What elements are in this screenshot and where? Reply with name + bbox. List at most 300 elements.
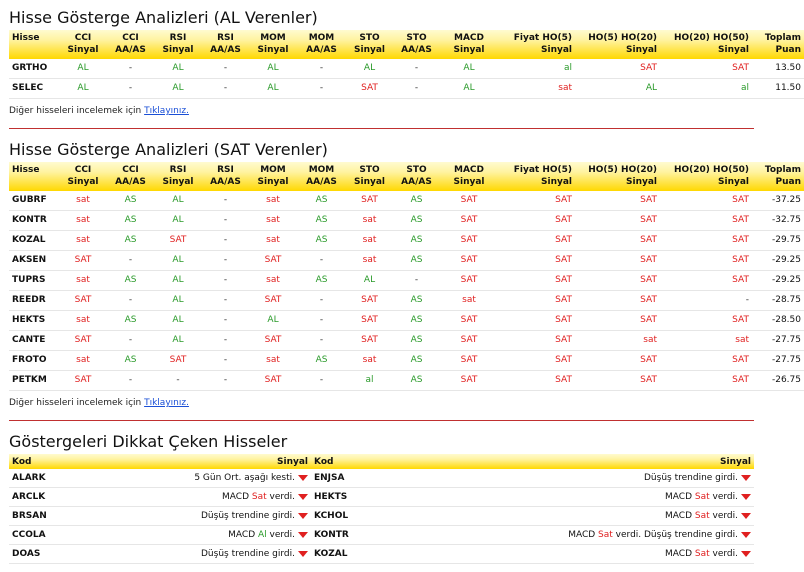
column-header-line1: Toplam	[764, 33, 801, 43]
signal-cell: SAT	[660, 211, 752, 231]
signal-cell: AS	[107, 211, 154, 231]
column-header	[202, 30, 249, 59]
dikkat-table	[9, 454, 754, 564]
table-row[interactable]	[9, 211, 804, 231]
column-header	[575, 30, 660, 59]
table-row[interactable]	[9, 251, 804, 271]
signal-cell: AS	[297, 351, 346, 371]
signal-cell: SAT	[660, 251, 752, 271]
signal-cell: SAT	[249, 251, 297, 271]
signal-cell: -	[154, 371, 202, 391]
signal-cell: -	[202, 331, 249, 351]
down-arrow-icon	[298, 494, 308, 500]
column-header	[498, 30, 575, 59]
signal-cell: SAT	[660, 371, 752, 391]
table-row[interactable]	[9, 191, 804, 211]
signal-cell: AS	[393, 311, 440, 331]
column-header	[752, 162, 804, 191]
table-row[interactable]	[9, 59, 804, 79]
signal-cell: -	[107, 291, 154, 311]
column-header-line1: RSI	[169, 165, 187, 175]
signal-text: Sat	[694, 511, 710, 521]
signal-cell: sat	[249, 191, 297, 211]
stock-code[interactable]: FROTO	[9, 351, 59, 371]
signal-cell: -	[107, 251, 154, 271]
stock-code[interactable]: GRTHO	[9, 59, 59, 79]
signal-cell: SAT	[498, 351, 575, 371]
signal-cell: AS	[393, 191, 440, 211]
signal-cell: AS	[107, 191, 154, 211]
signal-cell: SAT	[346, 191, 393, 211]
column-header	[202, 162, 249, 191]
signal-cell: AL	[154, 271, 202, 291]
table-row[interactable]	[9, 311, 804, 331]
signal-text: verdi.	[709, 549, 738, 559]
signal-text: Düşüş trendine girdi.	[644, 473, 738, 483]
column-header-line2: Sinyal	[162, 45, 194, 55]
signal-text: MACD	[665, 549, 695, 559]
column-header-line2: Puan	[775, 177, 801, 187]
column-header-line1: RSI	[169, 33, 187, 43]
sat-note-text: Diğer hisseleri incelemek için	[9, 398, 145, 408]
column-header-line1: STO	[406, 165, 427, 175]
column-header-line1: Hisse	[12, 33, 40, 43]
signal-cell: SAT	[154, 351, 202, 371]
signal-cell: -	[107, 59, 154, 79]
signal-cell: AS	[393, 251, 440, 271]
stock-code[interactable]: KONTR	[311, 526, 371, 545]
stock-code[interactable]: TUPRS	[9, 271, 59, 291]
table-row[interactable]	[9, 371, 804, 391]
signal-cell: SAT	[498, 271, 575, 291]
column-header-line1: CCI	[74, 33, 92, 43]
signal-cell: SAT	[154, 231, 202, 251]
signal-cell: AL	[154, 59, 202, 79]
total-score: -28.75	[752, 291, 804, 311]
signal-cell: sat	[249, 271, 297, 291]
stock-code[interactable]: BRSAN	[9, 507, 69, 526]
signal-cell: AS	[107, 311, 154, 331]
signal-cell: AS	[297, 211, 346, 231]
stock-code[interactable]: ARCLK	[9, 488, 69, 507]
table-row[interactable]	[9, 271, 804, 291]
signal-cell: AS	[107, 271, 154, 291]
signal-cell: SAT	[575, 371, 660, 391]
table-row[interactable]	[9, 469, 754, 488]
stock-code[interactable]: KOZAL	[311, 545, 371, 564]
signal-cell: SAT	[498, 331, 575, 351]
signal-cell: al	[498, 59, 575, 79]
signal-cell: SAT	[440, 191, 498, 211]
signal-cell: -	[107, 331, 154, 351]
total-score: -29.75	[752, 231, 804, 251]
signal-cell: -	[297, 251, 346, 271]
stock-code[interactable]: KCHOL	[311, 507, 371, 526]
signal-cell: SAT	[59, 251, 107, 271]
table-row[interactable]	[9, 331, 804, 351]
column-header	[498, 162, 575, 191]
signal-cell: -	[202, 371, 249, 391]
signal-cell: AS	[393, 211, 440, 231]
column-header-line1: Hisse	[12, 165, 40, 175]
column-header-line2: Sinyal	[354, 45, 385, 55]
signal-cell: -	[297, 331, 346, 351]
header-kod: Kod	[311, 454, 371, 469]
signal-description	[371, 545, 754, 564]
signal-cell: SAT	[440, 311, 498, 331]
signal-cell: SAT	[660, 351, 752, 371]
signal-description	[371, 507, 754, 526]
table-row[interactable]	[9, 507, 754, 526]
signal-description	[69, 545, 311, 564]
column-header-line2: Sinyal	[257, 177, 289, 187]
signal-cell: sat	[59, 271, 107, 291]
signal-description	[69, 488, 311, 507]
total-score: -27.75	[752, 331, 804, 351]
down-arrow-icon	[298, 475, 308, 481]
column-header	[9, 30, 59, 59]
column-header-line1: HO(20) HO(50)	[673, 33, 749, 43]
signal-cell: AL	[346, 59, 393, 79]
signal-cell: sat	[59, 351, 107, 371]
signal-cell: SAT	[498, 251, 575, 271]
column-header-line2: Sinyal	[453, 45, 485, 55]
column-header	[107, 30, 154, 59]
column-header	[575, 162, 660, 191]
signal-cell: sat	[498, 79, 575, 99]
signal-cell: -	[297, 291, 346, 311]
signal-cell: AL	[154, 311, 202, 331]
signal-cell: SAT	[575, 271, 660, 291]
al-table	[9, 30, 804, 99]
signal-text: verdi.	[709, 511, 738, 521]
signal-cell: AS	[107, 231, 154, 251]
signal-cell: SAT	[660, 271, 752, 291]
column-header-line2: Sinyal	[718, 45, 749, 55]
down-arrow-icon	[741, 532, 751, 538]
divider	[9, 420, 754, 421]
signal-cell: AL	[154, 251, 202, 271]
column-header	[249, 162, 297, 191]
signal-cell: SAT	[575, 351, 660, 371]
dikkat-table-header	[9, 454, 754, 469]
signal-text: MACD	[568, 530, 599, 540]
sat-table-header	[9, 162, 804, 191]
al-section-title: Hisse Gösterge Analizleri (AL Verenler)	[9, 8, 318, 27]
signal-cell: SAT	[498, 191, 575, 211]
signal-cell: SAT	[440, 231, 498, 251]
column-header-line1: CCI	[122, 33, 139, 43]
signal-cell: -	[297, 79, 346, 99]
al-more-link[interactable]: Tıklayınız.	[144, 106, 189, 116]
signal-cell: SAT	[249, 371, 297, 391]
signal-cell: sat	[346, 351, 393, 371]
table-row[interactable]	[9, 488, 754, 507]
column-header	[9, 162, 59, 191]
signal-cell: SAT	[249, 291, 297, 311]
signal-text: Sat	[694, 492, 710, 502]
signal-cell: -	[297, 311, 346, 331]
signal-cell: sat	[660, 331, 752, 351]
column-header-line2: Sinyal	[718, 177, 749, 187]
column-header	[107, 162, 154, 191]
signal-cell: AL	[249, 311, 297, 331]
signal-cell: sat	[575, 331, 660, 351]
signal-cell: sat	[59, 311, 107, 331]
signal-cell: AL	[59, 59, 107, 79]
signal-cell: AL	[154, 211, 202, 231]
column-header-line1: CCI	[122, 165, 139, 175]
signal-cell: -	[202, 59, 249, 79]
table-row[interactable]	[9, 291, 804, 311]
total-score: -29.25	[752, 251, 804, 271]
signal-description	[69, 526, 311, 545]
signal-cell: SAT	[575, 291, 660, 311]
down-arrow-icon	[741, 513, 751, 519]
column-header	[346, 162, 393, 191]
al-table-header	[9, 30, 804, 59]
column-header-line1: MOM	[308, 165, 335, 175]
signal-cell: -	[202, 231, 249, 251]
column-header	[440, 30, 498, 59]
table-row[interactable]	[9, 526, 754, 545]
signal-cell: SAT	[440, 371, 498, 391]
signal-cell: -	[107, 371, 154, 391]
sat-section-title: Hisse Gösterge Analizleri (SAT Verenler)	[9, 140, 328, 159]
signal-cell: AL	[154, 79, 202, 99]
signal-text: MACD	[665, 492, 695, 502]
sat-more-link[interactable]: Tıklayınız.	[144, 398, 189, 408]
column-header-line2: Sinyal	[541, 177, 572, 187]
signal-description	[371, 488, 754, 507]
signal-cell: SAT	[249, 331, 297, 351]
signal-text: MACD	[665, 511, 695, 521]
stock-code[interactable]: ALARK	[9, 469, 69, 488]
signal-cell: AL	[59, 79, 107, 99]
column-header-line1: CCI	[74, 165, 92, 175]
column-header	[660, 162, 752, 191]
stock-code[interactable]: HEKTS	[311, 488, 371, 507]
column-header	[440, 162, 498, 191]
signal-cell: -	[660, 291, 752, 311]
signal-cell: SAT	[346, 311, 393, 331]
signal-text: verdi. Düşüş trendine girdi.	[612, 530, 738, 540]
column-header-line2: Sinyal	[257, 45, 289, 55]
signal-cell: sat	[249, 351, 297, 371]
signal-cell: SAT	[660, 191, 752, 211]
signal-description	[69, 507, 311, 526]
signal-text: Sat	[598, 530, 613, 540]
column-header	[752, 30, 804, 59]
signal-text: Sat	[251, 492, 267, 502]
down-arrow-icon	[741, 475, 751, 481]
column-header-line2: Sinyal	[541, 45, 572, 55]
column-header-line2: AA/AS	[210, 45, 241, 55]
signal-cell: sat	[59, 231, 107, 251]
signal-cell: SAT	[575, 231, 660, 251]
signal-cell: AS	[393, 231, 440, 251]
down-arrow-icon	[298, 513, 308, 519]
signal-cell: -	[393, 271, 440, 291]
signal-text: MACD	[222, 492, 252, 502]
signal-cell: AS	[393, 371, 440, 391]
signal-cell: AL	[154, 191, 202, 211]
total-score: -37.25	[752, 191, 804, 211]
table-row[interactable]	[9, 79, 804, 99]
total-score: -28.50	[752, 311, 804, 331]
stock-code[interactable]: CANTE	[9, 331, 59, 351]
signal-cell: sat	[440, 291, 498, 311]
column-header-line1: HO(20) HO(50)	[673, 165, 749, 175]
column-header-line1: HO(5) HO(20)	[588, 165, 657, 175]
al-note-text: Diğer hisseleri incelemek için	[9, 106, 145, 116]
signal-cell: al	[346, 371, 393, 391]
column-header-line1: Fiyat HO(5)	[513, 165, 572, 175]
table-row[interactable]	[9, 545, 754, 564]
stock-code[interactable]: ENJSA	[311, 469, 371, 488]
stock-code[interactable]: HEKTS	[9, 311, 59, 331]
signal-cell: SAT	[575, 251, 660, 271]
column-header-line2: AA/AS	[306, 45, 337, 55]
signal-text: verdi.	[709, 492, 738, 502]
signal-cell: SAT	[575, 59, 660, 79]
signal-cell: SAT	[346, 79, 393, 99]
stock-code[interactable]: KONTR	[9, 211, 59, 231]
signal-cell: SAT	[346, 331, 393, 351]
column-header-line2: Sinyal	[626, 45, 657, 55]
signal-cell: AS	[393, 331, 440, 351]
signal-cell: SAT	[498, 231, 575, 251]
signal-cell: -	[202, 271, 249, 291]
signal-text: Düşüş trendine girdi.	[201, 549, 295, 559]
signal-cell: SAT	[346, 291, 393, 311]
column-header	[59, 162, 107, 191]
signal-cell: SAT	[59, 331, 107, 351]
stock-code[interactable]: CCOLA	[9, 526, 69, 545]
signal-cell: AS	[393, 291, 440, 311]
signal-cell: AL	[440, 79, 498, 99]
column-header	[393, 30, 440, 59]
signal-cell: -	[202, 311, 249, 331]
signal-cell: SAT	[575, 191, 660, 211]
column-header-line2: Sinyal	[67, 45, 99, 55]
signal-cell: AL	[575, 79, 660, 99]
signal-cell: -	[393, 59, 440, 79]
signal-cell: -	[107, 79, 154, 99]
column-header-line2: Puan	[775, 45, 801, 55]
signal-text: MACD	[228, 530, 258, 540]
signal-cell: -	[393, 79, 440, 99]
signal-cell: -	[297, 371, 346, 391]
signal-cell: SAT	[575, 311, 660, 331]
signal-cell: AS	[297, 191, 346, 211]
column-header-line1: RSI	[217, 165, 234, 175]
signal-cell: -	[202, 191, 249, 211]
column-header-line1: MOM	[308, 33, 335, 43]
stock-code[interactable]: REEDR	[9, 291, 59, 311]
column-header-line2: AA/AS	[306, 177, 337, 187]
column-header-line1: Fiyat HO(5)	[513, 33, 572, 43]
signal-description	[69, 469, 311, 488]
signal-cell: SAT	[59, 291, 107, 311]
sat-note	[9, 398, 755, 412]
signal-cell: AS	[297, 231, 346, 251]
table-row[interactable]	[9, 231, 804, 251]
signal-cell: sat	[346, 231, 393, 251]
signal-cell: AL	[440, 59, 498, 79]
column-header-line2: AA/AS	[210, 177, 241, 187]
column-header-line2: Sinyal	[162, 177, 194, 187]
column-header-line1: MACD	[454, 33, 484, 43]
total-score: -26.75	[752, 371, 804, 391]
column-header	[393, 162, 440, 191]
signal-cell: SAT	[498, 311, 575, 331]
column-header-line1: STO	[406, 33, 427, 43]
signal-cell: sat	[346, 251, 393, 271]
signal-cell: -	[297, 59, 346, 79]
stock-code[interactable]: GUBRF	[9, 191, 59, 211]
table-row[interactable]	[9, 351, 804, 371]
signal-cell: al	[660, 79, 752, 99]
signal-cell: sat	[59, 191, 107, 211]
signal-cell: AL	[249, 79, 297, 99]
column-header	[297, 30, 346, 59]
signal-cell: SAT	[660, 59, 752, 79]
signal-cell: SAT	[440, 351, 498, 371]
column-header	[346, 30, 393, 59]
signal-description	[371, 469, 754, 488]
signal-cell: -	[202, 351, 249, 371]
column-header-line1: MOM	[260, 33, 286, 43]
signal-cell: SAT	[498, 371, 575, 391]
down-arrow-icon	[741, 551, 751, 557]
column-header-line2: AA/AS	[401, 177, 432, 187]
total-score: 13.50	[752, 59, 804, 79]
total-score: 11.50	[752, 79, 804, 99]
signal-description	[371, 526, 754, 545]
column-header	[297, 162, 346, 191]
total-score: -29.25	[752, 271, 804, 291]
signal-cell: sat	[249, 211, 297, 231]
column-header-line1: STO	[359, 33, 380, 43]
signal-cell: sat	[346, 211, 393, 231]
signal-cell: AL	[154, 291, 202, 311]
signal-cell: SAT	[440, 211, 498, 231]
signal-cell: -	[202, 251, 249, 271]
signal-text: Al	[257, 530, 267, 540]
signal-cell: -	[202, 79, 249, 99]
signal-cell: SAT	[440, 331, 498, 351]
signal-cell: SAT	[59, 371, 107, 391]
column-header-line2: AA/AS	[115, 45, 146, 55]
total-score: -32.75	[752, 211, 804, 231]
down-arrow-icon	[298, 532, 308, 538]
stock-code[interactable]: AKSEN	[9, 251, 59, 271]
stock-code[interactable]: SELEC	[9, 79, 59, 99]
stock-code[interactable]: KOZAL	[9, 231, 59, 251]
signal-cell: AS	[297, 271, 346, 291]
down-arrow-icon	[298, 551, 308, 557]
column-header	[660, 30, 752, 59]
stock-code[interactable]: PETKM	[9, 371, 59, 391]
signal-cell: SAT	[440, 271, 498, 291]
stock-code[interactable]: DOAS	[9, 545, 69, 564]
divider	[9, 128, 754, 129]
column-header	[154, 162, 202, 191]
al-note	[9, 106, 755, 120]
signal-text: verdi.	[266, 492, 295, 502]
down-arrow-icon	[741, 494, 751, 500]
